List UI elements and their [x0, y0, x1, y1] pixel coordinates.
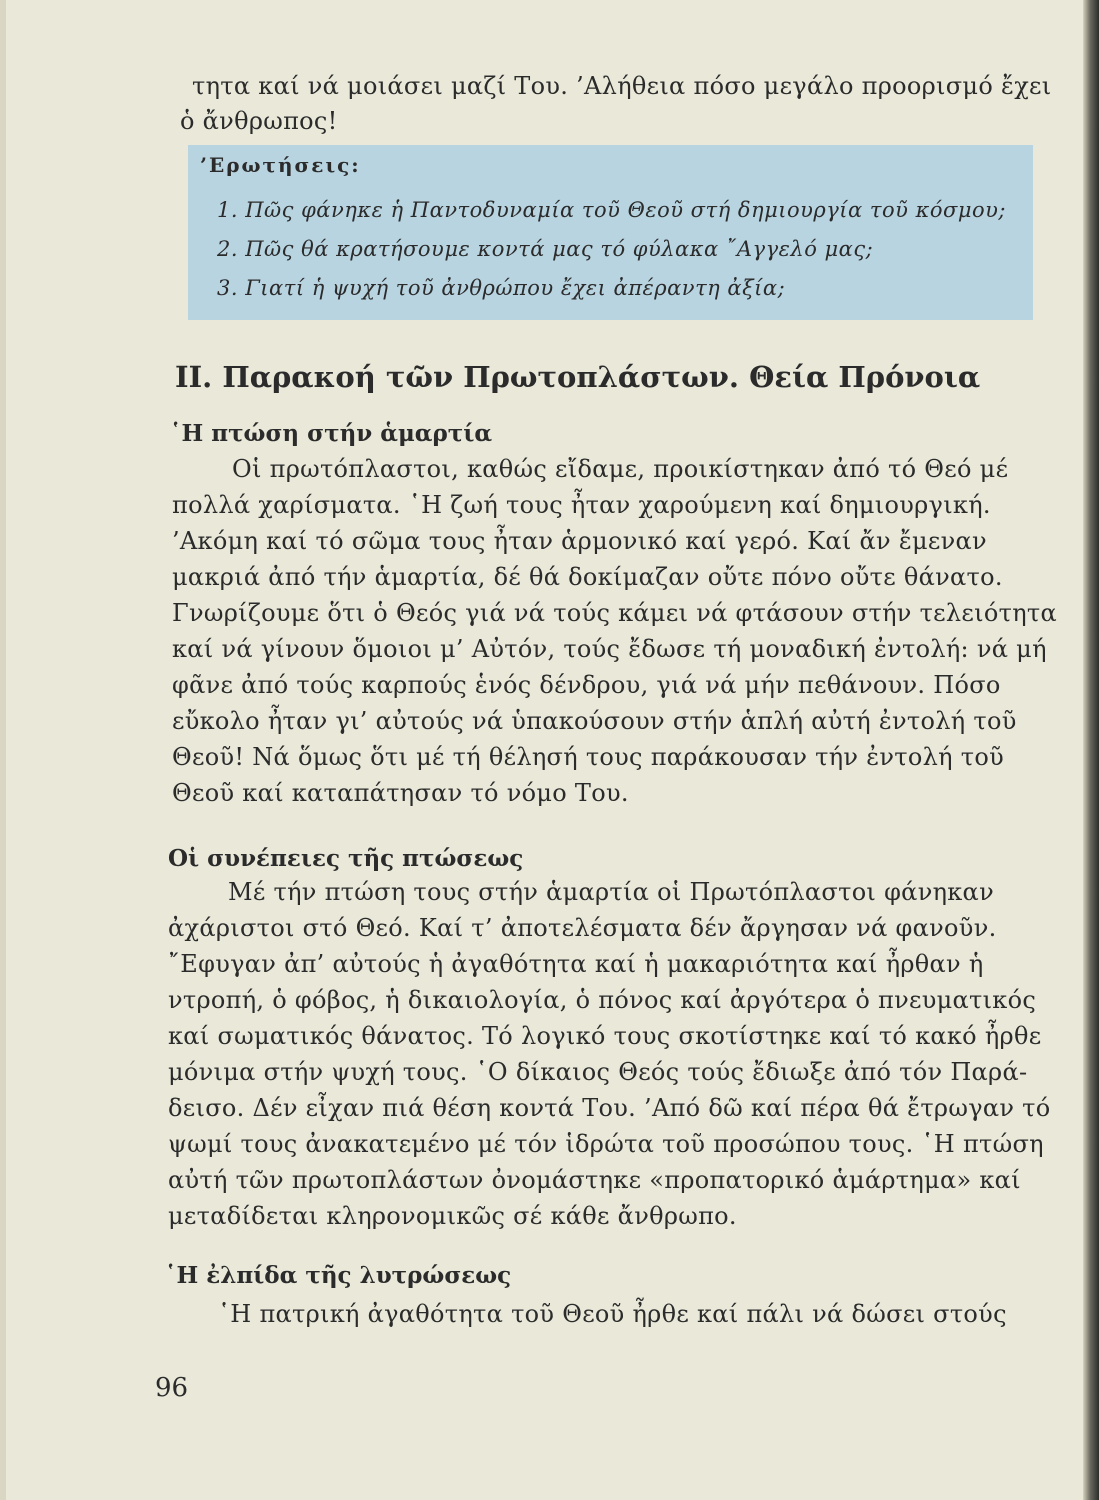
text-line: ῾Η πατρική ἀγαθότητα τοῦ Θεοῦ ἦρθε καί πάλι νά δώσει στούς [218, 1300, 1007, 1328]
text-line: μεταδίδεται κληρονομικῶς σέ κάθε ἄνθρωπο. [168, 1202, 737, 1230]
intro-line: ὁ ἄνθρωπος! [180, 107, 338, 135]
text-line: πολλά χαρίσματα. ῾Η ζωή τους ἦταν χαρούμενη καί δημιουργική. [172, 491, 991, 519]
text-line: Μέ τήν πτώση τους στήν ἁμαρτία οἱ Πρωτόπλαστοι φάνηκαν [228, 878, 994, 906]
text-line: Οἱ πρωτόπλαστοι, καθώς εἴδαμε, προικίστηκαν ἀπό τό Θεό μέ [232, 455, 1009, 483]
text-line: ἀχάριστοι στό Θεό. Καί τ’ ἀποτελέσματα δέν ἄργησαν νά φανοῦν. [168, 914, 997, 942]
text-line: φᾶνε ἀπό τούς καρπούς ἑνός δένδρου, γιά νά μήν πεθάνουν. Πόσο [172, 671, 1001, 699]
text-line: εὔκολο ἦταν γι’ αὐτούς νά ὑπακούσουν στήν ἁπλή αὐτή ἐντολή τοῦ [172, 707, 1017, 735]
chapter-title: ΙΙ. Παρακοή τῶν Πρωτοπλάστων. Θεία Πρόνοια [175, 360, 981, 394]
text-line: ῎Εφυγαν ἀπ’ αὐτούς ἡ ἀγαθότητα καί ἡ μακαριότητα καί ἦρθαν ἡ [168, 950, 984, 978]
section-heading: ῾Η ἐλπίδα τῆς λυτρώσεως [165, 1262, 512, 1289]
text-line: δεισο. Δέν εἶχαν πιά θέση κοντά Του. ’Από δῶ καί πέρα θά ἔτρωγαν τό [168, 1094, 1051, 1122]
text-line: αὐτή τῶν πρωτοπλάστων ὀνομάστηκε «προπατορικό ἁμάρτημα» καί [168, 1166, 1021, 1194]
question-item: 3. Γιατί ἡ ψυχή τοῦ ἀνθρώπου ἔχει ἀπέραντη ἀξία; [217, 276, 786, 300]
page-number: 96 [155, 1373, 189, 1403]
question-item: 1. Πῶς φάνηκε ἡ Παντοδυναμία τοῦ Θεοῦ στή δημιουργία τοῦ κόσμου; [217, 198, 1006, 222]
text-line: Γνωρίζουμε ὅτι ὁ Θεός γιά νά τούς κάμει νά φτάσουν στήν τελειότητα [172, 599, 1057, 627]
text-line: ντροπή, ὁ φόβος, ἡ δικαιολογία, ὁ πόνος καί ἀργότερα ὁ πνευματικός [168, 986, 1037, 1014]
text-line: καί νά γίνουν ὅμοιοι μ’ Αὐτόν, τούς ἔδωσε τή μοναδική ἐντολή: νά μή [172, 635, 1047, 663]
text-line: ’Ακόμη καί τό σῶμα τους ἦταν ἁρμονικό καί γερό. Καί ἄν ἔμεναν [172, 527, 987, 555]
text-line: μακριά ἀπό τήν ἁμαρτία, δέ θά δοκίμαζαν οὔτε πόνο οὔτε θάνατο. [172, 563, 1003, 591]
text-line: ψωμί τους ἀνακατεμένο μέ τόν ἱδρώτα τοῦ προσώπου τους. ῾Η πτώση [168, 1130, 1044, 1158]
intro-line: τητα καί νά μοιάσει μαζί Του. ’Αλήθεια πόσο μεγάλο προορισμό ἔχει [192, 72, 1052, 100]
text-line: Θεοῦ! Νά ὅμως ὅτι μέ τή θέλησή τους παράκουσαν τήν ἐντολή τοῦ [172, 743, 1004, 771]
section-heading: Οἱ συνέπειες τῆς πτώσεως [168, 845, 524, 872]
question-item: 2. Πῶς θά κρατήσουμε κοντά μας τό φύλακα ῎Αγγελό μας; [217, 237, 874, 261]
text-line: καί σωματικός θάνατος. Τό λογικό τους σκοτίστηκε καί τό κακό ἦρθε [168, 1022, 1042, 1050]
questions-heading: ’Ερωτήσεις: [200, 153, 361, 177]
text-line: μόνιμα στήν ψυχή τους. ῾Ο δίκαιος Θεός τούς ἔδιωξε ἀπό τόν Παρά- [168, 1058, 1028, 1086]
section-heading: ῾Η πτώση στήν ἁμαρτία [170, 420, 493, 447]
text-line: Θεοῦ καί καταπάτησαν τό νόμο Του. [172, 779, 629, 807]
book-spine-shadow [1083, 0, 1099, 1500]
